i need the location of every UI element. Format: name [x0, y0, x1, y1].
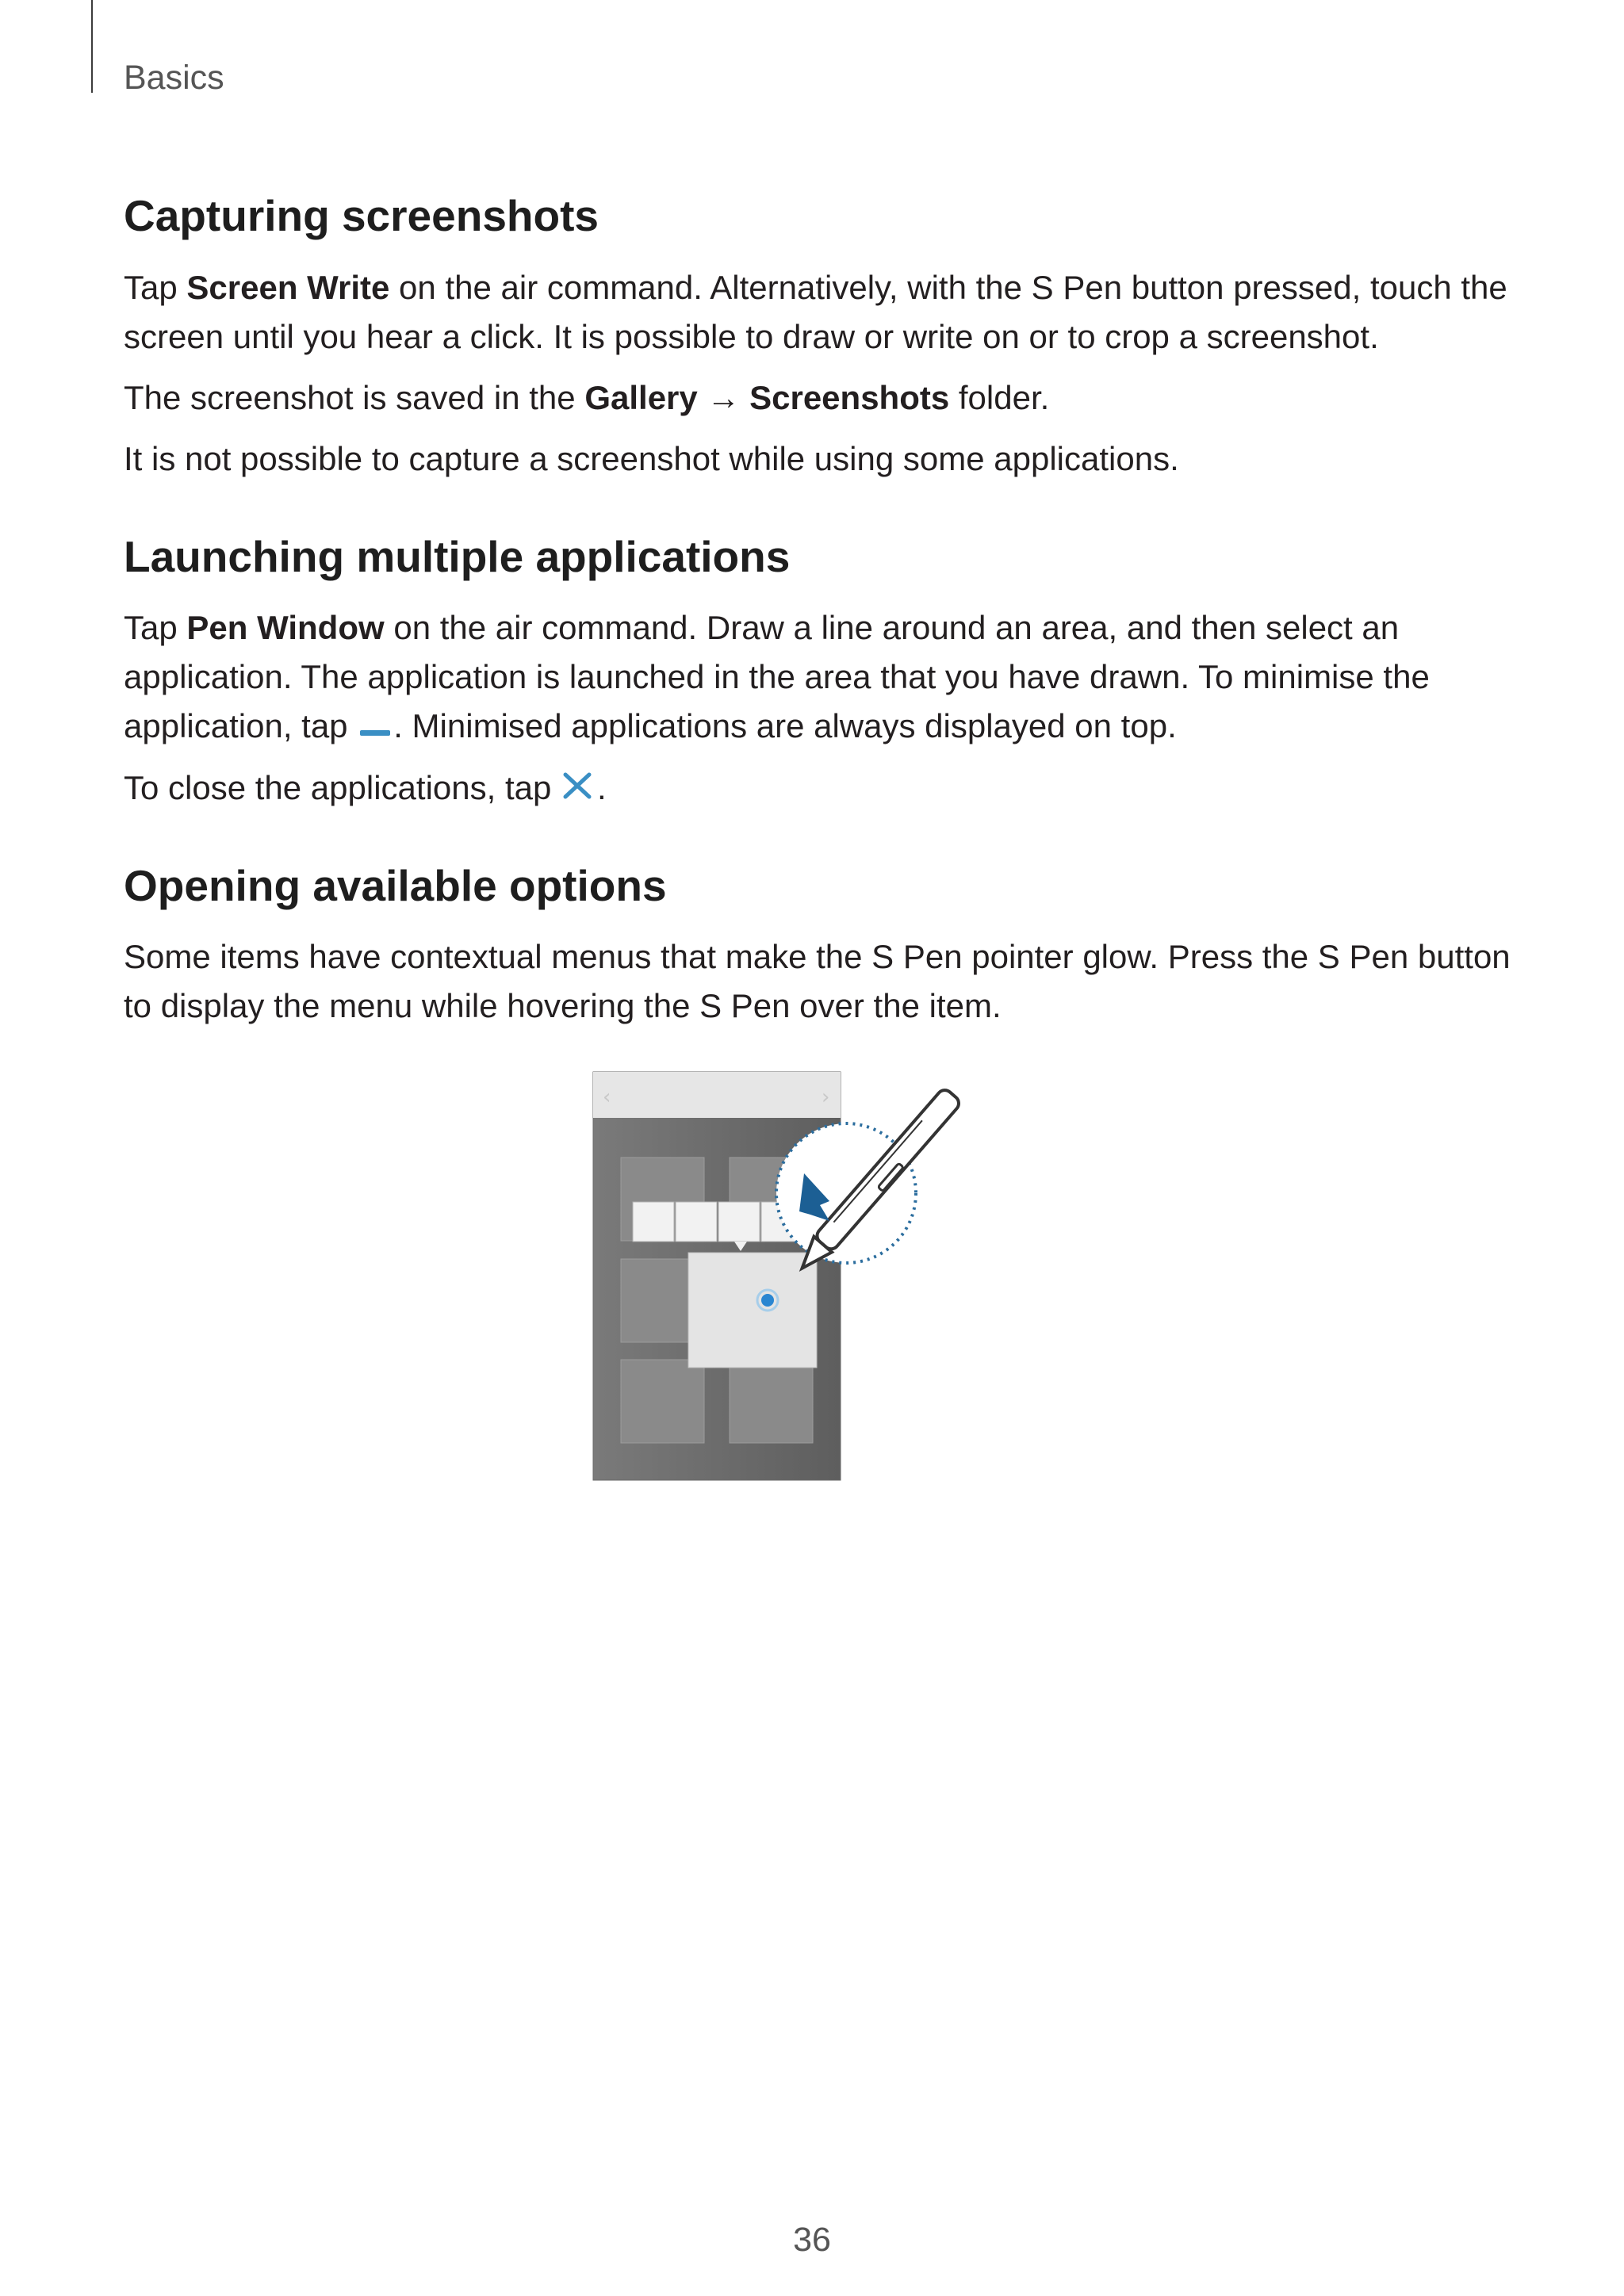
screenshots-term: Screenshots	[749, 379, 950, 416]
pen-window-term: Pen Window	[186, 609, 385, 646]
screen-write-term: Screen Write	[186, 269, 390, 306]
gallery-term: Gallery	[584, 379, 698, 416]
capturing-paragraph-3: It is not possible to capture a screenshot while using some applications.	[124, 440, 1179, 477]
section-header: Basics	[124, 59, 224, 97]
header-rule	[91, 0, 93, 93]
launching-paragraph-1: Tap Pen Window on the air command. Draw a line around an area, and then select an application. The application is launched in the area that you have drawn. To minimise the application, tap . Minimised applications are always displayed on top.	[124, 603, 1430, 753]
capturing-paragraph-2: The screenshot is saved in the Gallery → Screenshots folder.	[124, 379, 1050, 416]
page-number: 36	[793, 2221, 831, 2259]
s-pen-menu-illustration	[592, 1070, 996, 1487]
close-icon	[561, 766, 597, 815]
launching-paragraph-2: To close the applications, tap .	[124, 763, 607, 815]
svg-text:‹: ‹	[603, 1085, 611, 1109]
capturing-paragraph-1: Tap Screen Write on the air command. Alternatively, with the S Pen button pressed, touch the screen until you hear a click. It is possible to draw or write on or to crop a screenshot.	[124, 269, 1507, 355]
heading-launching-multiple-applications: Launching multiple applications	[124, 532, 791, 581]
heading-capturing-screenshots: Capturing screenshots	[124, 191, 599, 240]
heading-opening-available-options: Opening available options	[124, 861, 667, 910]
options-paragraph-1: Some items have contextual menus that make the S Pen pointer glow. Press the S Pen button to display the menu while hovering the S Pen over the item.	[124, 938, 1511, 1024]
svg-text:›: ›	[822, 1085, 830, 1109]
minimise-icon	[357, 704, 393, 753]
